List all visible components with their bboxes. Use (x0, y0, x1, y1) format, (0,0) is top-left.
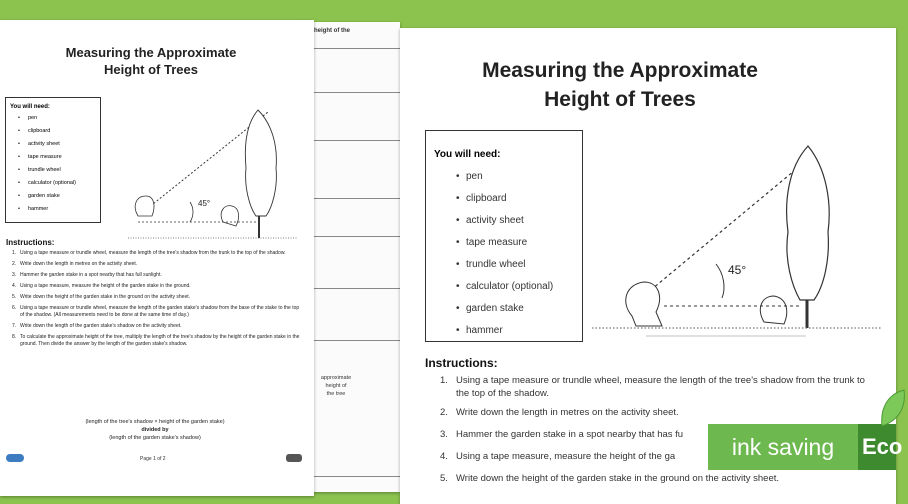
table-border (312, 92, 400, 93)
list-item: 7. Write down the length of the garden stake's shadow on the activity sheet. (12, 323, 182, 329)
tree-outline (245, 110, 276, 216)
list-item: • tape measure (28, 151, 100, 164)
list-item: • trundle wheel (28, 164, 100, 177)
person-figure (221, 206, 238, 226)
tree-shadow-diagram (586, 136, 886, 346)
instructions-heading: Instructions: (425, 356, 498, 370)
list-item: 4. Using a tape measure, measure the height of the ga (440, 451, 676, 462)
list-item: • clipboard (28, 125, 100, 138)
list-item: 6. Using a tape measure or trundle wheel, measure the length of the garden stake's shadow from the base of the stake to the top of the shadow. (All measurements need to be done at the same time of day.) (12, 305, 300, 318)
person-figure (760, 296, 786, 324)
back-activity-sheet (300, 22, 400, 492)
left-instruction-sheet (0, 20, 314, 496)
materials-list (28, 112, 100, 216)
table-border (312, 140, 400, 141)
list-item: 1. Using a tape measure or trundle wheel, measure the length of the tree's shadow from the trunk to the top of the shadow. (440, 375, 865, 399)
list-item: 3. Hammer the garden stake in a spot nearby that has full sunlight. (12, 272, 162, 278)
list-item: 5. Write down the height of the garden stake in the ground on the activity sheet. (12, 294, 191, 300)
instructions-heading: Instructions: (6, 238, 55, 247)
list-item: • pen (466, 166, 582, 188)
materials-box: You will need: • pen • clipboard • activity sheet • tape measure • trundle wheel • calculator (optional) • garden stake • hammer (5, 97, 101, 223)
angle-label: 45° (728, 263, 747, 277)
eco-label: Eco (858, 424, 896, 470)
list-item: • hammer (466, 320, 582, 342)
table-border (312, 288, 400, 289)
list-item: 1. Using a tape measure or trundle wheel, measure the length of the tree's shadow from the trunk to the top of the shadow. (12, 250, 286, 256)
list-item: • garden stake (466, 298, 582, 320)
list-item: • tape measure (466, 232, 582, 254)
list-item: • hammer (28, 203, 100, 216)
tree-shadow-diagram (108, 98, 308, 248)
instructions-list (12, 250, 300, 352)
list-item: 3. Hammer the garden stake in a spot nearby that has fu (440, 429, 684, 440)
list-item: • activity sheet (28, 138, 100, 151)
list-item: 4. Using a tape measure, measure the height of the garden stake in the ground. (12, 283, 191, 289)
formula: (length of the tree's shadow × height of the garden stake) divided by (length of the garden stake's shadow) (85, 419, 225, 441)
page-title: Measuring the Approximate Height of Trees (65, 45, 237, 77)
list-item: 8. To calculate the approximate height of the tree, multiply the length of the tree's shadow by the height of the garden stake in the ground. Then divide the answer by the length of the garden stake's shadow. (12, 334, 300, 347)
twinkl-logo-icon (6, 454, 24, 462)
list-item: • calculator (optional) (28, 177, 100, 190)
list-item: • pen (28, 112, 100, 125)
back-sheet-header: height of the (314, 28, 350, 34)
leaf-icon (878, 388, 908, 428)
list-item: 2. Write down the length in metres on the activity sheet. (12, 261, 138, 267)
list-item: 5. Write down the height of the garden stake in the ground on the activity sheet. (440, 473, 780, 484)
footer-logo-icon (286, 454, 302, 462)
back-sheet-side-text: approximate height of the tree (320, 375, 352, 397)
person-figure (135, 196, 154, 216)
list-item: 2. Write down the length in metres on the activity sheet. (440, 407, 679, 418)
materials-box: You will need: • pen • clipboard • activity sheet • tape measure • trundle wheel • calculator (optional) • garden stake • hammer (425, 130, 583, 342)
angle-label: 45° (198, 199, 211, 208)
page-title: Measuring the Approximate Height of Trees (482, 59, 758, 111)
list-item: • garden stake (28, 190, 100, 203)
list-item: • calculator (optional) (466, 276, 582, 298)
table-border (312, 340, 400, 341)
ink-saving-label: ink saving (708, 424, 858, 470)
list-item: • trundle wheel (466, 254, 582, 276)
table-border (312, 236, 400, 237)
list-item: • activity sheet (466, 210, 582, 232)
person-figure (626, 282, 662, 326)
tree-outline (787, 146, 830, 300)
table-border (312, 48, 400, 49)
list-item: • clipboard (466, 188, 582, 210)
ink-saving-badge (708, 424, 903, 472)
table-border (312, 198, 400, 199)
table-border (312, 476, 400, 477)
materials-list (466, 166, 582, 342)
page-footer: Page 1 of 2 (140, 456, 166, 462)
